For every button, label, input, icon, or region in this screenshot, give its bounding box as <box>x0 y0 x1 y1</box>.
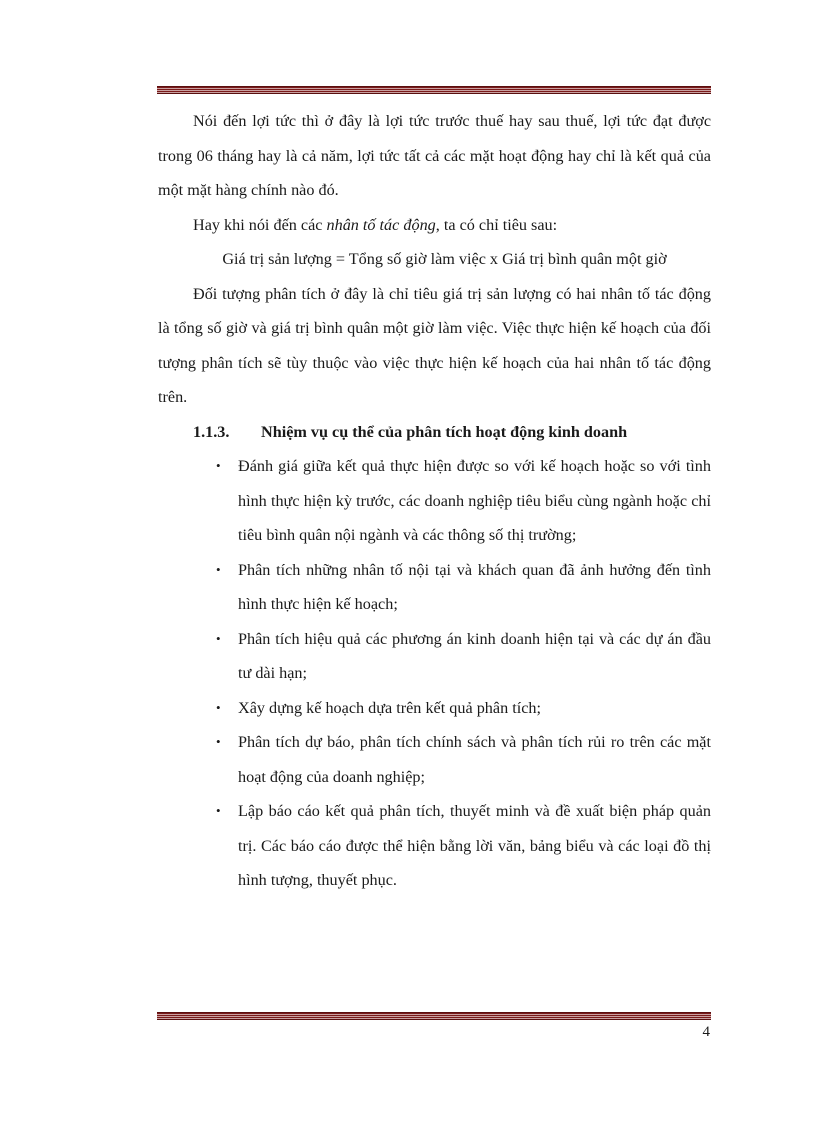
list-item-text: Xây dựng kế hoạch dựa trên kết quả phân tích; <box>238 698 541 717</box>
list-item <box>216 553 711 622</box>
page-number: 4 <box>702 1024 710 1040</box>
header-rule <box>157 86 711 94</box>
section-heading <box>158 415 711 450</box>
list-item-text: Phân tích những nhân tố nội tại và khách quan đã ảnh hưởng đến tình hình thực hiện kế hoạch; <box>238 560 711 613</box>
bullet-icon: • <box>216 561 221 577</box>
list-item-text: Đánh giá giữa kết quả thực hiện được so với kế hoạch hoặc so với tình hình thực hiện kỳ trước, các doanh nghiệp tiêu biểu cùng ngành hoặc chỉ tiêu bình quân nội ngành và các thông số thị trường; <box>238 457 711 544</box>
list-item <box>216 691 711 726</box>
formula-line: Giá trị sản lượng = Tổng số giờ làm việc x Giá trị bình quân một giờ <box>222 250 667 268</box>
paragraph-factors-lead: Hay khi nói đến các <box>193 215 327 234</box>
paragraph-factors <box>158 208 711 243</box>
footer-rule <box>157 1012 711 1020</box>
emphasis-impact-factors: nhân tố tác động <box>326 215 436 234</box>
bullet-icon: • <box>216 734 221 749</box>
list-item <box>216 794 711 898</box>
document-body <box>158 104 711 898</box>
bullet-icon: • <box>216 699 221 715</box>
paragraph-factors-tail: , ta có chỉ tiêu sau: <box>435 215 558 234</box>
bullet-icon: • <box>216 803 221 818</box>
list-item-text: Phân tích hiệu quả các phương án kinh doanh hiện tại và các dự án đầu tư dài hạn; <box>238 629 711 682</box>
list-item <box>216 449 711 553</box>
section-title: Nhiệm vụ cụ thể của phân tích hoạt động kinh doanh <box>261 422 628 441</box>
paragraph-profit: Nói đến lợi tức thì ở đây là lợi tức trước thuế hay sau thuế, lợi tức đạt được trong 06 tháng hay là cả năm, lợi tức tất cả các mặt hoạt động hay chỉ là kết quả của một mặt hàng chính nào đó. <box>158 112 711 199</box>
section-number: 1.1.3. <box>193 422 230 441</box>
paragraph-analysis-object: Đối tượng phân tích ở đây là chỉ tiêu giá trị sản lượng có hai nhân tố tác động là tổng số giờ và giá trị bình quân một giờ làm việc. Việc thực hiện kế hoạch của đối tượng phân tích sẽ tùy thuộc vào việc thực hiện kế hoạch của hai nhân tố tác động trên. <box>158 284 711 406</box>
bullet-icon: • <box>216 630 221 646</box>
list-item-text: Phân tích dự báo, phân tích chính sách và phân tích rủi ro trên các mặt hoạt động của doanh nghiệp; <box>238 733 711 786</box>
list-item <box>216 725 711 794</box>
list-item <box>216 622 711 691</box>
task-list <box>158 449 711 898</box>
list-item-text: Lập báo cáo kết quả phân tích, thuyết minh và đề xuất biện pháp quản trị. Các báo cáo được thể hiện bằng lời văn, bảng biểu và các loại đồ thị hình tượng, thuyết phục. <box>238 802 711 889</box>
bullet-icon: • <box>216 458 221 473</box>
